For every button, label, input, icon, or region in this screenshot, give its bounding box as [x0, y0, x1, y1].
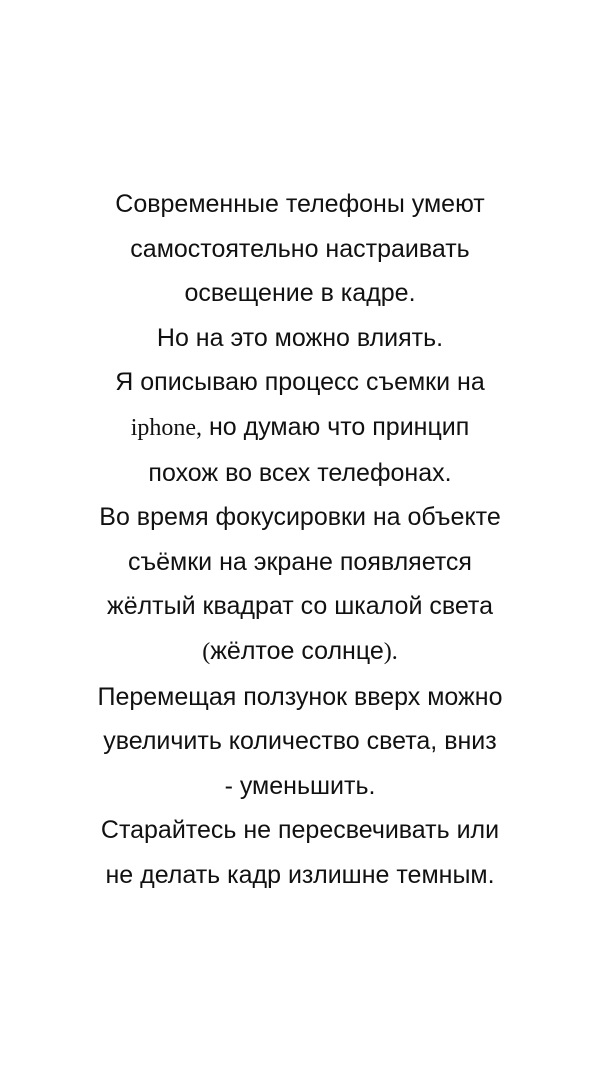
story-line — [0, 405, 600, 451]
story-line-fragment: жёлтое солнце — [210, 636, 384, 665]
story-line: освещение в кадре. — [184, 279, 416, 308]
story-line: Во время фокусировки на объекте — [99, 503, 501, 532]
story-line: жёлтый квадрат со шкалой света — [106, 592, 494, 621]
story-line: самостоятельно настраивать — [130, 234, 470, 263]
story-line-fragment: но думаю что принцип — [202, 412, 470, 441]
story-line: Я описываю процесс съемки на — [115, 368, 485, 397]
story-line: увеличить количество света, вниз — [103, 727, 497, 756]
story-line — [0, 629, 600, 675]
story-line: Старайтесь не пересвечивать или — [100, 816, 500, 845]
story-line-serif-fragment: ( — [202, 638, 211, 665]
story-line: Перемещая ползунок вверх можно — [97, 682, 503, 711]
story-line-serif-fragment: ). — [383, 638, 398, 665]
story-line: - уменьшить. — [224, 771, 376, 800]
story-line: Но на это можно влиять. — [156, 323, 444, 352]
story-line: Современные телефоны умеют — [115, 190, 485, 218]
story-line: съёмки на экране появляется — [128, 547, 472, 576]
story-text — [0, 182, 600, 898]
story-line-serif-fragment: iphone, — [130, 414, 203, 441]
story-line: похож во всех телефонах. — [148, 458, 452, 487]
story-line: не делать кадр излишне темным. — [105, 860, 495, 889]
